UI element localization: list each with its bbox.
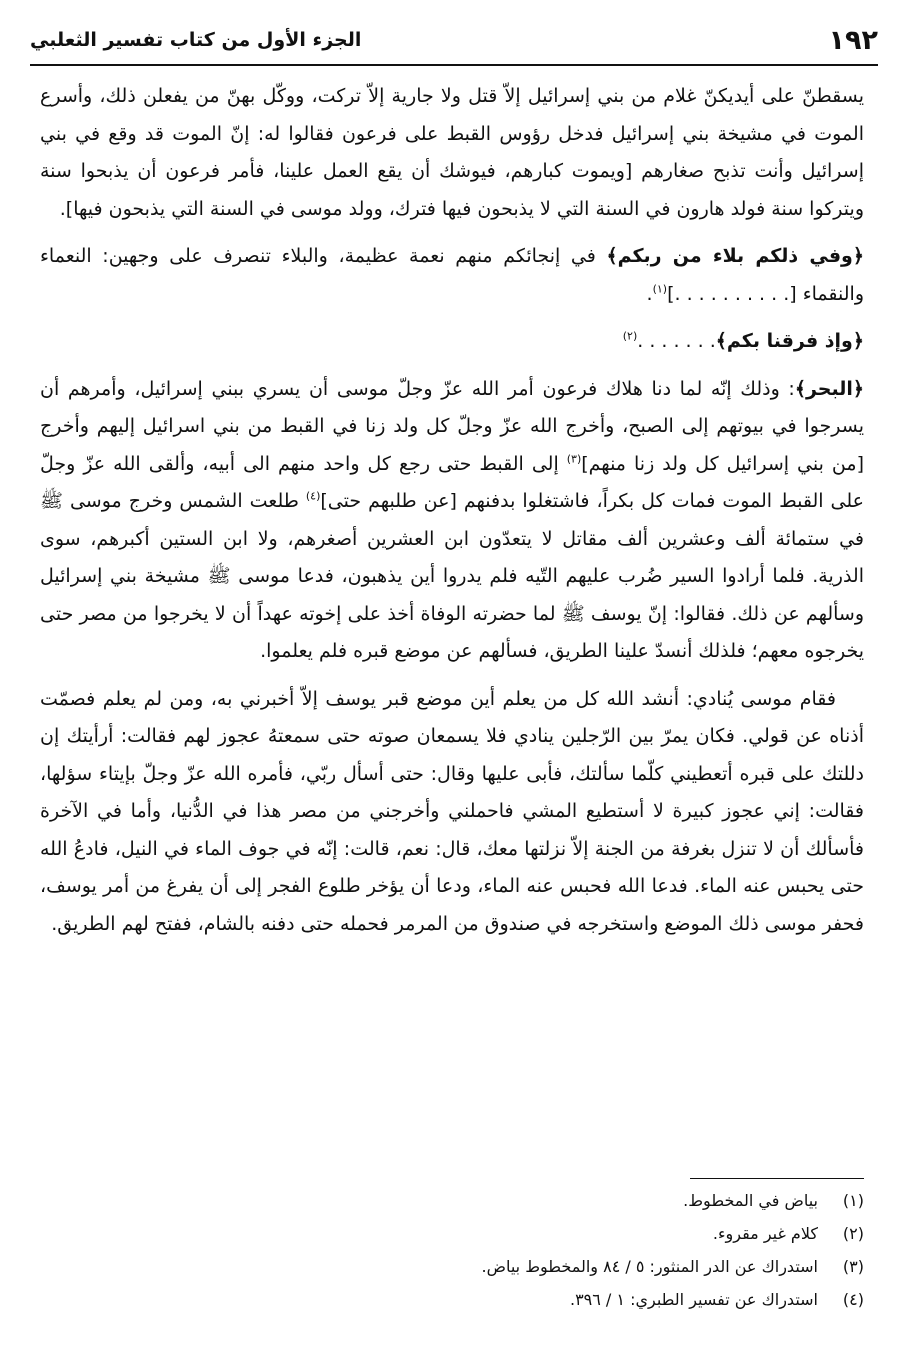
footnote-text: كلام غير مقروء. <box>712 1224 818 1243</box>
text-run: طلعت الشمس وخرج موسى ﷺ في ستمائة ألف وعشرين ألف مقاتل لا يتعدّون ابن العشرين أصغرهم، ولا ابن الستين أكبرهم، سوى الذرية. فلما أرادوا السير ضُرب عليهم التّيه فلم يدروا أين يذهبون، فدعا موسى ﷺ مشيخة بني إسرائيل وسألهم عن ذلك. فقالوا: إنّ يوسف ﷺ لما حضرته الوفاة أخذ على إخوته عهداً أن لا يخرجوا من مصر حتى يخرجوه معهم؛ فلذلك أنسدّ علينا الطريق، فسألهم عن موضع قبره فلم يعلموا. <box>40 490 864 662</box>
text-run: يسقطنّ على أيديكنّ غلام من بني إسرائيل إلاّ قتل ولا جارية إلاّ تركت، ووكّل بهنّ من يفعلن ذلك، وأسرع الموت في مشيخة بني إسرائيل فدخل رؤوس القبط على فرعون فقالوا له: إنّ الموت قد وقع في بني إسرائيل وأنت تذبح صغارهم [ويموت كبارهم، فيوشك أن يقع العمل علينا، فأمر فرعون أن يذبحوا سنة ويتركوا سنة فولد هارون في السنة التي لا يذبحون فيها فترك، وولد موسى في السنة التي يذبحون فيها]. <box>40 85 864 220</box>
text-run: . <box>646 282 653 305</box>
footnote-ref: (١) <box>652 282 668 296</box>
footnote-ref: (٤) <box>305 489 321 503</box>
text-run: إلى القبط حتى رجع كل واحد منهم الى أبيه، وألقى الله عزّ وجلّ على القبط الموت فمات كل بكراً، فاشتغلوا بدفنهم [عن طلبهم حتى] <box>40 452 864 512</box>
footnote-number: (٢) <box>842 1224 864 1243</box>
text-run: : وذلك إنّه لما دنا هلاك فرعون أمر الله عزّ وجلّ موسى أن يسري ببني إسرائيل، وأمرهم أن يسرجوا في بيوتهم إلى الصبح، وأخرج الله عزّ وجلّ كل ولد زنا في القبط من بني اسرائيل إليهم وأخرج [من بني إسرائيل كل ولد زنا منهم] <box>40 377 864 475</box>
paragraph <box>40 371 864 671</box>
footnote-text: بياض في المخطوط. <box>683 1191 818 1210</box>
paragraph <box>40 323 864 361</box>
footnote <box>40 1250 864 1283</box>
paragraph <box>40 238 864 313</box>
text-run: . . . . . . . <box>637 330 716 352</box>
main-text <box>40 78 864 953</box>
footnote-text: استدراك عن تفسير الطبري: ١ / ٣٩٦. <box>569 1290 818 1309</box>
running-title: الجزء الأول من كتاب تفسير الثعلبي <box>30 29 362 51</box>
footnote-ref: (٣) <box>566 452 582 466</box>
quran-quote: ﴿البحر﴾ <box>794 377 864 400</box>
footnote <box>40 1283 864 1316</box>
paragraph <box>40 78 864 228</box>
quran-quote: ﴿وفي ذلكم بلاء من ربكم﴾ <box>606 245 864 267</box>
text-run: في إنجائكم منهم نعمة عظيمة، والبلاء تنصرف على وجهين: النعماء والنقماء [. . . . . . . . . .] <box>40 245 864 305</box>
quran-quote: ﴿وإذ فرقنا بكم﴾ <box>715 330 864 352</box>
footnote-number: (٤) <box>842 1290 864 1309</box>
footnote-number: (١) <box>842 1191 864 1210</box>
footnotes <box>40 1184 864 1316</box>
running-header <box>30 22 878 58</box>
paragraph <box>40 681 864 944</box>
footnote-ref: (٢) <box>622 329 638 343</box>
page-number: ١٩٢ <box>828 24 878 56</box>
footnote-text: استدراك عن الدر المنثور: ٥ / ٨٤ والمخطوط بياض. <box>481 1257 818 1276</box>
text-run: فقام موسى يُنادي: أنشد الله كل من يعلم أين موضع قبر يوسف إلاّ أخبرني به، ومن لم يعلم فصمّت أذناه عن قولي. فكان يمرّ بين الرّجلين ينادي فلا يسمعان صوته حتى سمعتهُ عجوز لهم فقالت: أرأيتك إن دللتك على قبره أتعطيني كلّما سألتك، فأبى عليها وقال: حتى أسأل ربّي، فأمره الله عزّ وجلّ بإيتاء سؤلها، فقالت: إني عجوز كبيرة لا أستطيع المشي فاحملني وأخرجني من مصر هذا في الدُّنيا، وأما في الآخرة فأسألك أن لا تنزل بغرفة من الجنة إلاّ نزلتها معك، قال: نعم، قالت: إنّه في جوف الماء في النيل، فادعُ الله حتى يحبس عنه الماء. فدعا الله فحبس عنه الماء، ودعا أن يؤخر طلوع الفجر إلى أن يفرغ من أمر يوسف، فحفر موسى ذلك الموضع واستخرجه في صندوق من المرمر فحمله حتى دفنه بالشام، ففتح لهم الطريق. <box>40 687 864 935</box>
footnote-number: (٣) <box>842 1257 864 1276</box>
footnote-rule <box>690 1178 864 1179</box>
footnote <box>40 1217 864 1250</box>
header-rule <box>30 64 878 66</box>
footnote <box>40 1184 864 1217</box>
